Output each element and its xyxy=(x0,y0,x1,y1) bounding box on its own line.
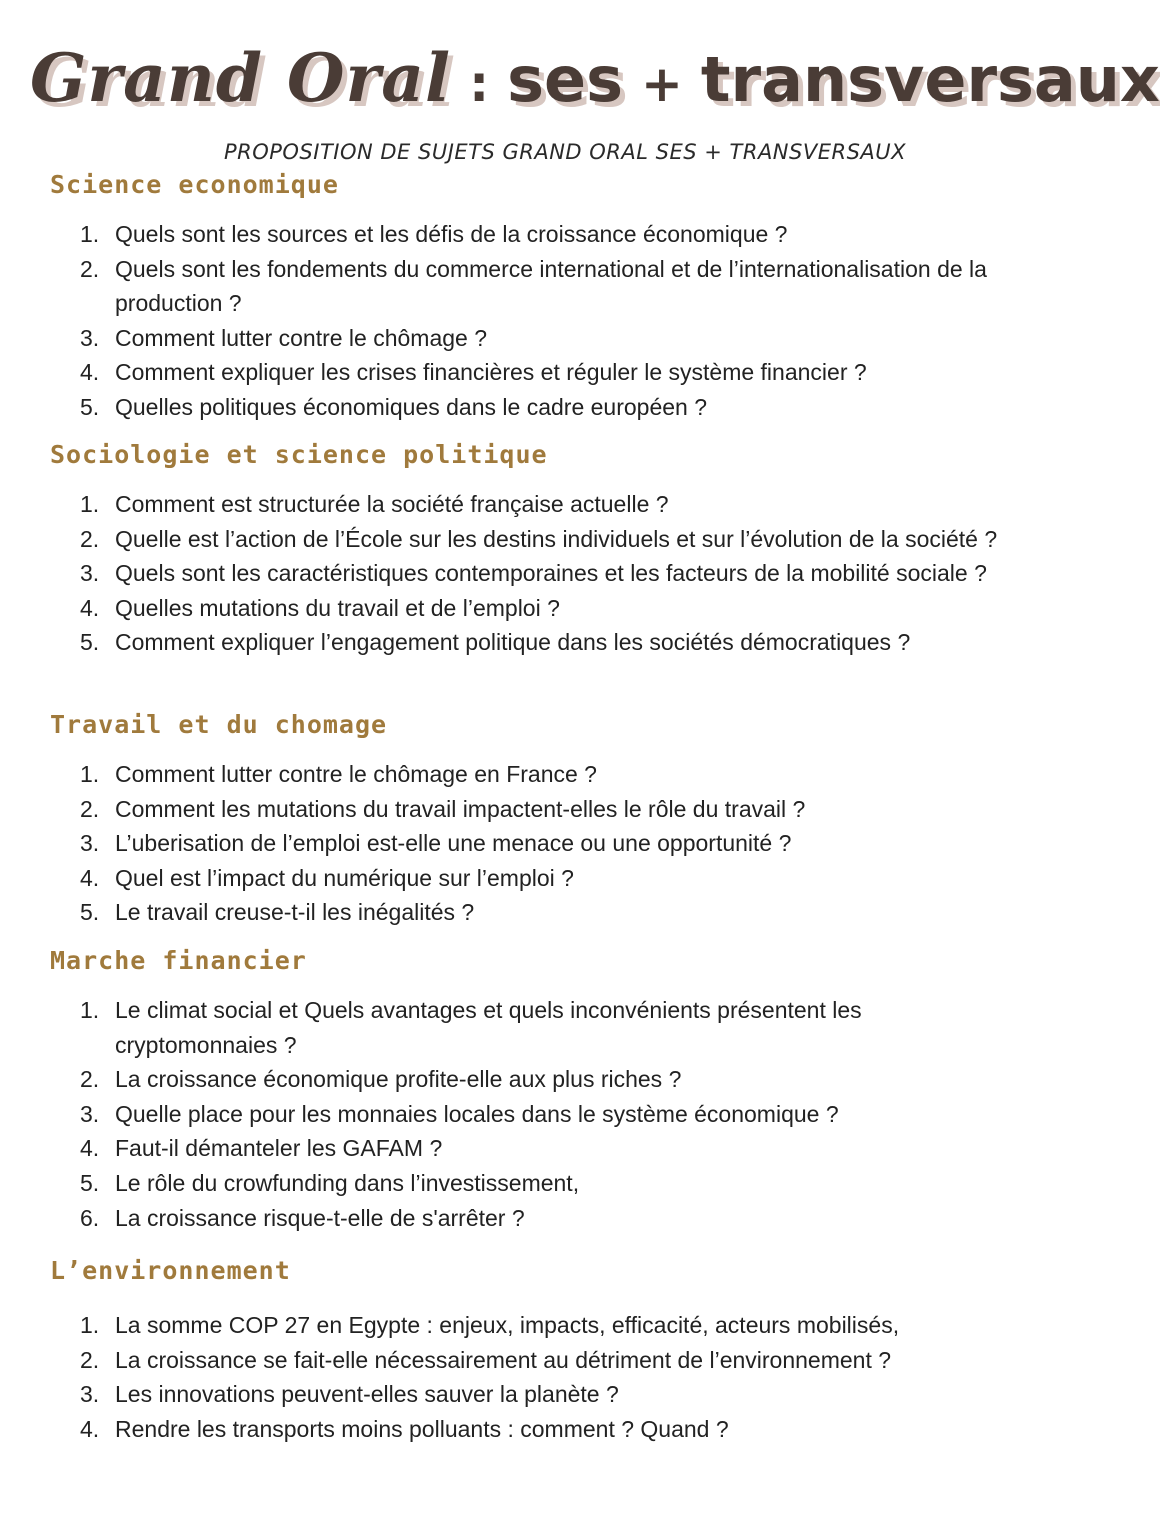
list-item: 4. Rendre les transports moins polluants : comment ? Quand ? xyxy=(80,1415,729,1442)
title-colon: : xyxy=(469,55,490,113)
list-item: 3. L’uberisation de l’emploi est-elle une menace ou une opportunité ? xyxy=(80,830,792,857)
list-item: 1. Comment lutter contre le chômage en France ? xyxy=(80,761,597,787)
list-item: 2. Quels sont les fondements du commerce international et de l’internationalisation de la production ? xyxy=(80,255,987,317)
list-item: 3. Quels sont les caractéristiques contemporaines et les facteurs de la mobilité sociale ? xyxy=(80,560,987,587)
section-heading-marche-financier: Marche financier xyxy=(50,946,307,975)
section-heading-travail: Travail et du chomage xyxy=(50,710,388,739)
list-item: 5. Comment expliquer l’engagement politique dans les sociétés démocratiques ? xyxy=(80,629,911,656)
title-grand-oral: Grand Oral xyxy=(30,39,452,117)
list-item: 5. Le travail creuse-t-il les inégalités ? xyxy=(80,899,475,926)
list-item: 5. Quelles politiques économiques dans le cadre européen ? xyxy=(80,393,708,420)
section-list-environnement xyxy=(80,1308,1025,1446)
list-item: 2. Quelle est l’action de l’École sur les destins individuels et sur l’évolution de la société ? xyxy=(80,525,998,552)
list-item: 4. Quel est l’impact du numérique sur l’emploi ? xyxy=(80,864,574,891)
page-subtitle: PROPOSITION DE SUJETS GRAND ORAL SES + TRANSVERSAUX xyxy=(223,140,907,164)
list-item: 2. La croissance se fait-elle nécessairement au détriment de l’environnement ? xyxy=(80,1346,892,1373)
section-heading-science-economique: Science economique xyxy=(50,170,339,199)
section-list-travail xyxy=(80,757,1025,930)
list-item: 3. Quelle place pour les monnaies locales dans le système économique ? xyxy=(80,1100,839,1127)
section-list-marche-financier xyxy=(80,993,1025,1235)
list-item: 5. Le rôle du crowfunding dans l’investissement, xyxy=(80,1169,580,1196)
section-list-science-economique xyxy=(80,217,1025,425)
section-heading-sociologie: Sociologie et science politique xyxy=(50,440,548,469)
list-item: 2. La croissance économique profite-elle aux plus riches ? xyxy=(80,1066,682,1093)
page-title xyxy=(30,28,1160,147)
list-item: 2. Comment les mutations du travail impactent-elles le rôle du travail ? xyxy=(80,795,806,822)
list-item: 4. Quelles mutations du travail et de l’emploi ? xyxy=(80,594,560,621)
list-item: 1. Comment est structurée la société française actuelle ? xyxy=(80,491,669,517)
list-item: 4. Faut-il démanteler les GAFAM ? xyxy=(80,1135,443,1162)
title-ses: ses xyxy=(507,43,623,116)
list-item: 3. Comment lutter contre le chômage ? xyxy=(80,324,488,351)
list-item: 1. Quels sont les sources et les défis de la croissance économique ? xyxy=(80,221,788,247)
list-item: 1. La somme COP 27 en Egypte : enjeux, impacts, efficacité, acteurs mobilisés, xyxy=(80,1312,900,1338)
list-item: 6. La croissance risque-t-elle de s'arrêter ? xyxy=(80,1204,525,1231)
list-item: 3. Les innovations peuvent-elles sauver la planète ? xyxy=(80,1381,619,1408)
title-transversaux: transversaux xyxy=(700,43,1160,116)
title-plus: + xyxy=(640,55,683,113)
section-list-sociologie xyxy=(80,487,1025,660)
list-item: 4. Comment expliquer les crises financières et réguler le système financier ? xyxy=(80,359,867,386)
section-heading-environnement: L’environnement xyxy=(50,1256,291,1285)
list-item: 1. Le climat social et Quels avantages et quels inconvénients présentent les cryptomonnaies ? xyxy=(80,997,862,1058)
